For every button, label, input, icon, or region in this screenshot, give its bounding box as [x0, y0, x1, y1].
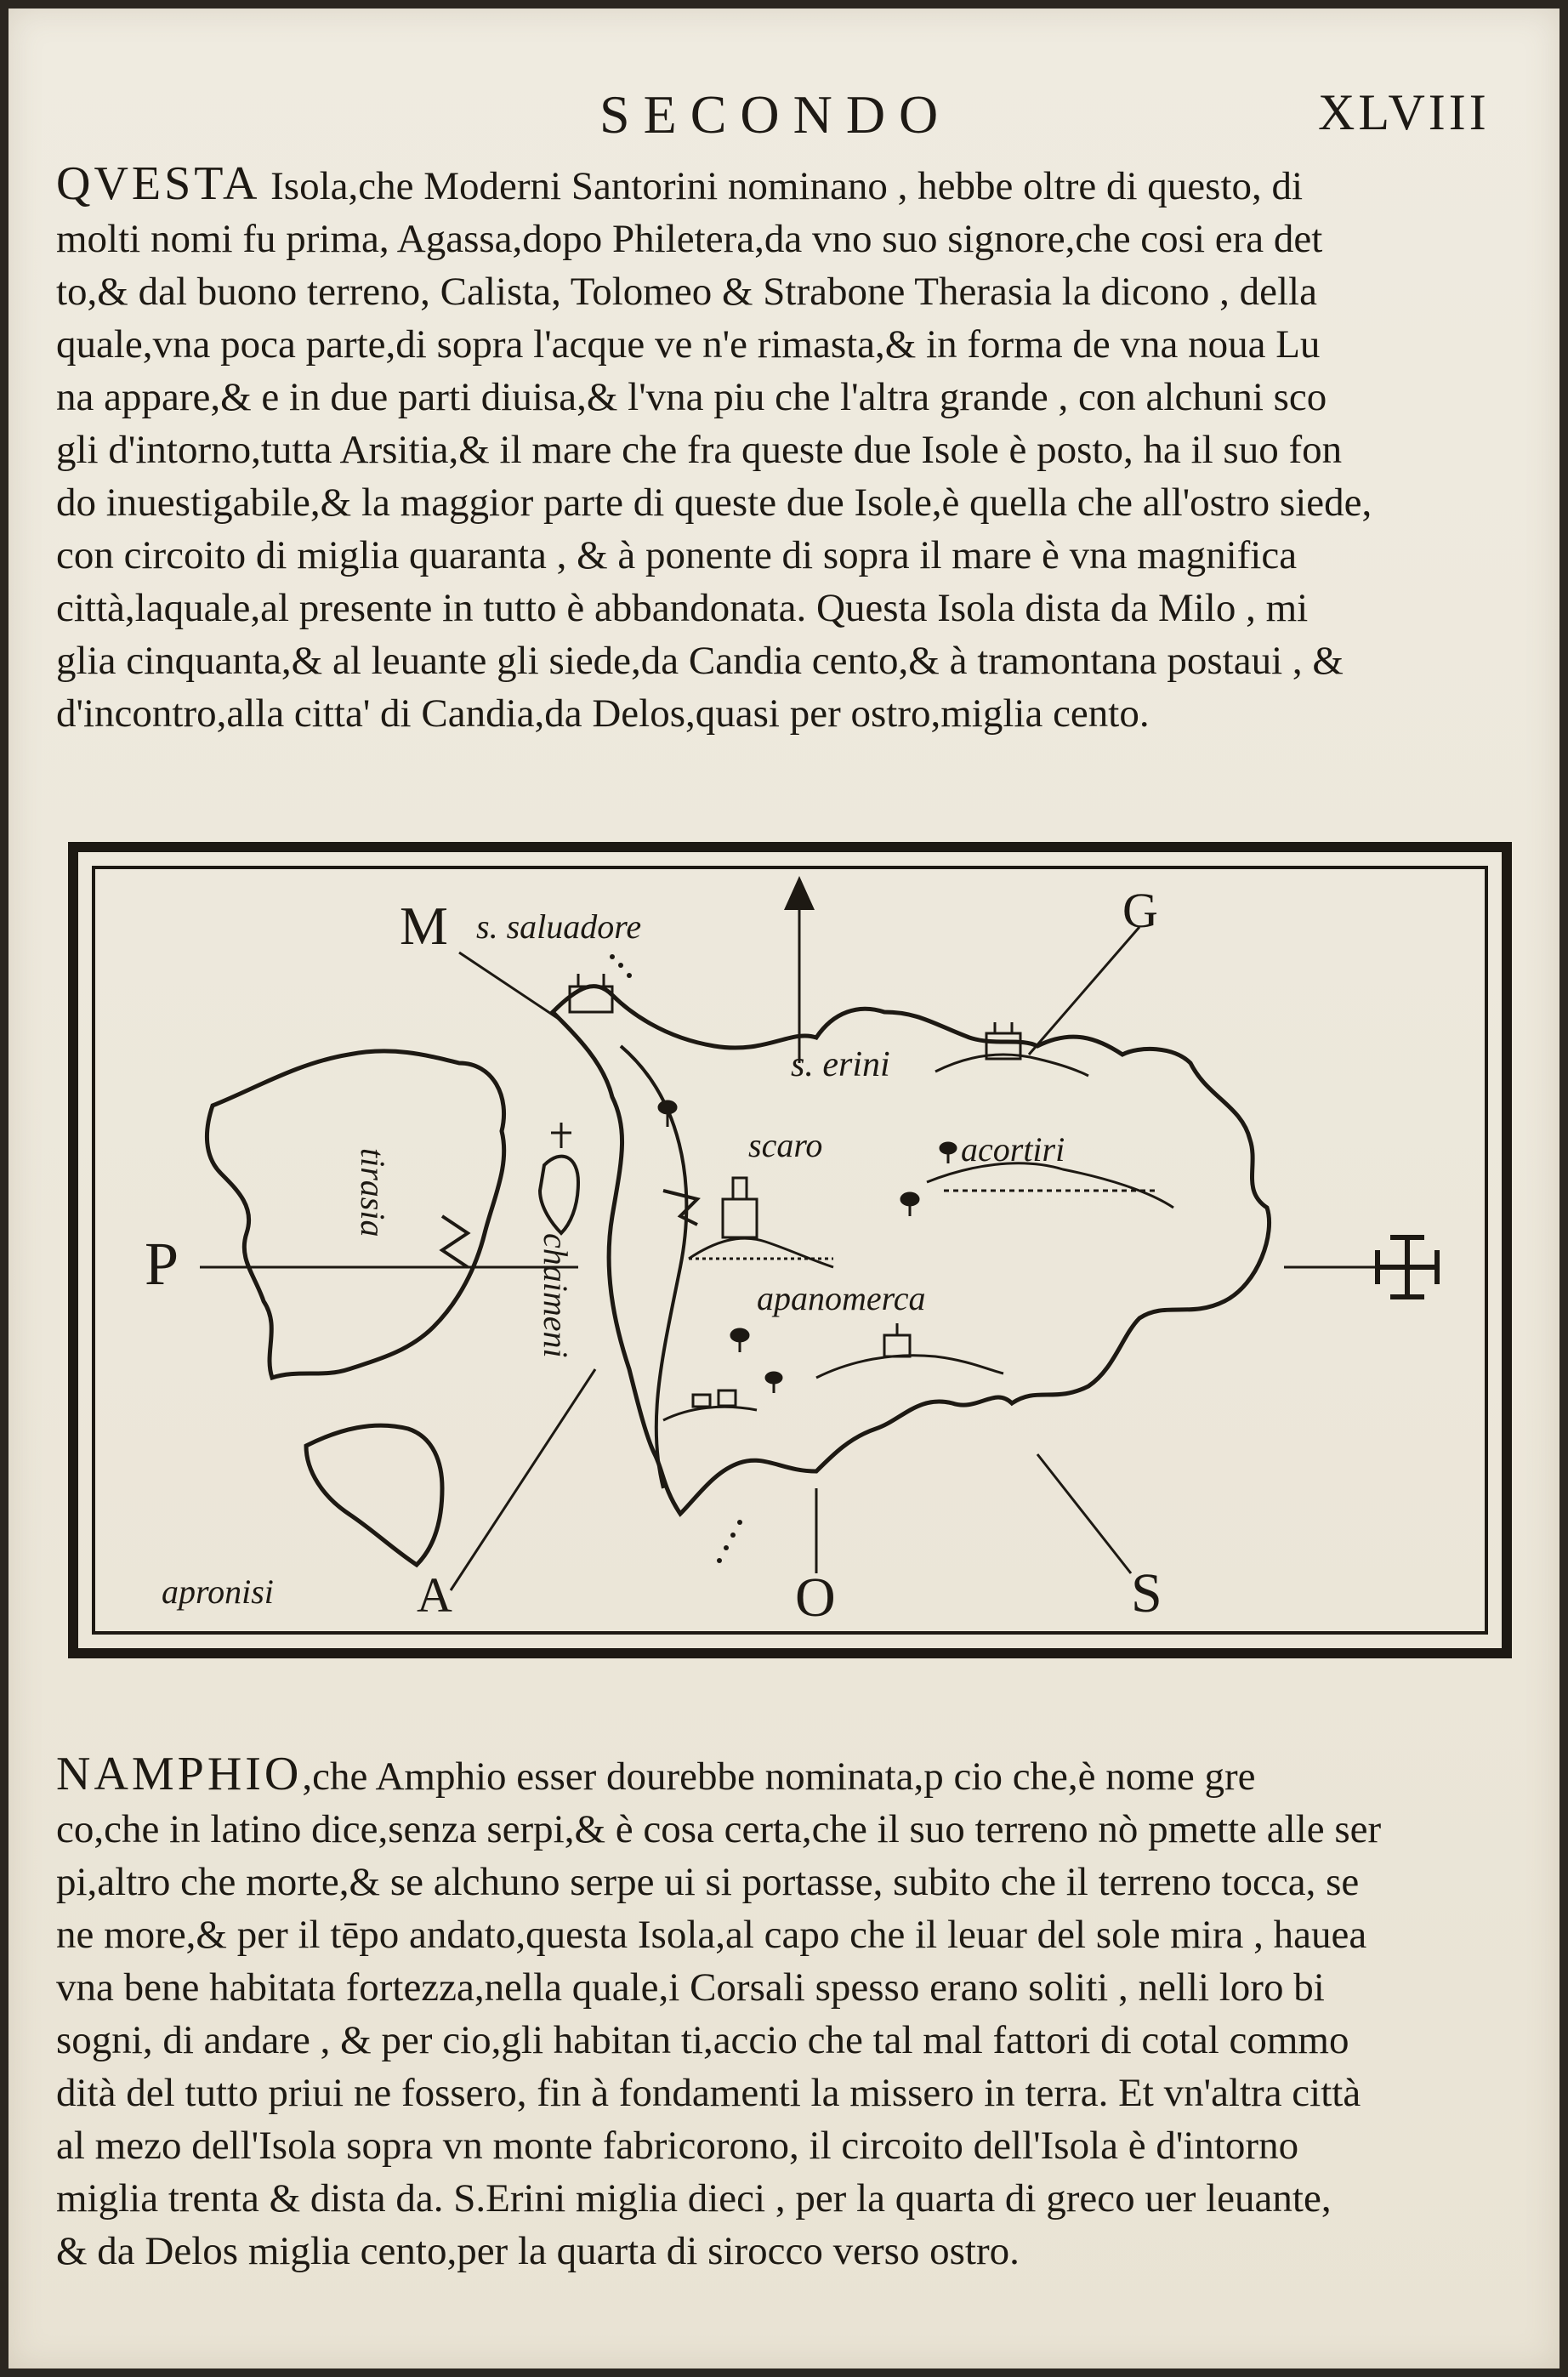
compass-letter-south: O [795, 1567, 836, 1629]
reef-dots-south [717, 1520, 742, 1563]
text-line: ne more,& per il tēpo andato,questa Isola,al capo che il leuar del sole mira , hauea [56, 1913, 1367, 1957]
paragraph-santorini [56, 157, 1519, 740]
label-therasia: tirasia [354, 1148, 392, 1237]
southwest-rhumb-line [451, 1369, 595, 1590]
text-line: città,laquale,al presente in tutto è abbandonata. Questa Isola dista da Milo , mi [56, 586, 1309, 630]
compass-letter-southeast: S [1131, 1562, 1162, 1624]
lead-word: QVESTA [56, 157, 261, 210]
map-svg [68, 842, 1512, 1658]
southeast-rhumb-line [1037, 1454, 1131, 1573]
aspronisi-island [306, 1425, 442, 1565]
text-line: gli d'intorno,tutta Arsitia,& il mare che fra queste due Isole è posto, ha il suo fon [56, 428, 1343, 472]
text-line: quale,vna poca parte,di sopra l'acque ve n'e rimasta,& in forma de vna noua Lu [56, 322, 1321, 367]
text-line: sogni, di andare , & per cio,gli habitan ti,accio che tal mal fattori di cotal commo [56, 2018, 1349, 2062]
compass-letter-west: P [145, 1230, 179, 1298]
text-line: na appare,& e in due parti diuisa,& l'vna piu che l'altra grande , con alchuni sco [56, 375, 1327, 419]
northeast-rhumb-line [1029, 927, 1139, 1055]
northwest-rhumb-line [459, 953, 561, 1021]
label-s-saluadore: s. saluadore [476, 907, 642, 946]
text-line: NAMPHIO,che Amphio esser dourebbe nominata,p cio che,è nome gre [56, 1748, 1256, 1800]
text-line: con circoito di miglia quaranta , & à ponente di sopra il mare è vna magnifica [56, 533, 1298, 577]
text-line: glia cinquanta,& al leuante gli siede,da Candia cento,& à tramontana postaui , & [56, 639, 1344, 683]
text-line: miglia trenta & dista da. S.Erini miglia dieci , per la quarta di greco uer leuante, [56, 2176, 1332, 2221]
lead-word: NAMPHIO [56, 1748, 303, 1800]
text-line: to,& dal buono terreno, Calista, Tolomeo & Strabone Therasia la dicono , della [56, 270, 1317, 314]
text-line: molti nomi fu prima, Agassa,dopo Philetera,da vno suo signore,che cosi era det [56, 217, 1323, 261]
text-line: vna bene habitata fortezza,nella quale,i Corsali spesso erano soliti , nelli loro bi [56, 1965, 1325, 2010]
santorini-main-island [553, 987, 1270, 1514]
church-cross-icon [551, 1123, 571, 1148]
flag-mark-west [442, 1216, 468, 1267]
reef-dots-north [610, 954, 632, 978]
compass-letter-northeast: G [1122, 883, 1158, 938]
east-cross-icon [1378, 1237, 1437, 1297]
kaimeni-islet [540, 1157, 578, 1233]
text-line: d'incontro,alla citta' di Candia,da Delos,quasi per ostro,miglia cento. [56, 691, 1150, 736]
castle-scaro-icon [689, 1178, 833, 1267]
text-line: QVESTA Isola,che Moderni Santorini nominano , hebbe oltre di questo, di [56, 157, 1304, 210]
woodcut-map-santorini [68, 842, 1512, 1658]
label-s-erini: s. erini [791, 1045, 890, 1084]
text-line: co,che in latino dice,senza serpi,& è cosa certa,che il suo terreno nò pmette alle ser [56, 1807, 1382, 1851]
label-scaro: scaro [748, 1126, 823, 1164]
folio-number: XLVIII [1318, 84, 1490, 140]
compass-letter-southwest: A [417, 1567, 452, 1623]
castle-apanomerca-icon [816, 1323, 1003, 1378]
page-header [9, 83, 1559, 151]
text-line: dità del tutto priui ne fossero, fin à fondamenti la missero in terra. Et vn'altra città [56, 2071, 1361, 2115]
hill-acortiri-icon [927, 1163, 1173, 1208]
text-line: al mezo dell'Isola sopra vn monte fabricorono, il circoito dell'Isola è d'intorno [56, 2124, 1299, 2168]
text-line: & da Delos miglia cento,per la quarta di sirocco verso ostro. [56, 2229, 1020, 2273]
village-south-icon [663, 1390, 757, 1420]
rhumb-lines [200, 910, 1412, 1590]
castle-erini-icon [935, 1022, 1088, 1076]
text-line: do inuestigabile,& la maggior parte di queste due Isole,è quella che all'ostro siede, [56, 481, 1372, 525]
label-apronisi: apronisi [162, 1572, 274, 1611]
book-page [9, 9, 1559, 2368]
flag-mark-east [663, 1191, 697, 1225]
compass-letter-north: M [400, 896, 448, 956]
caldera-shore [621, 1046, 686, 1488]
north-arrow-icon [784, 876, 815, 910]
label-chaimeni: chaimeni [537, 1233, 575, 1358]
text-line: pi,altro che morte,& se alchuno serpe ui si portasse, subito che il terreno tocca, se [56, 1860, 1360, 1904]
label-acortiri: acortiri [961, 1130, 1065, 1169]
paragraph-namphio [56, 1748, 1519, 2277]
label-apanomerca: apanomerca [757, 1279, 926, 1317]
running-head: SECONDO [599, 84, 952, 145]
